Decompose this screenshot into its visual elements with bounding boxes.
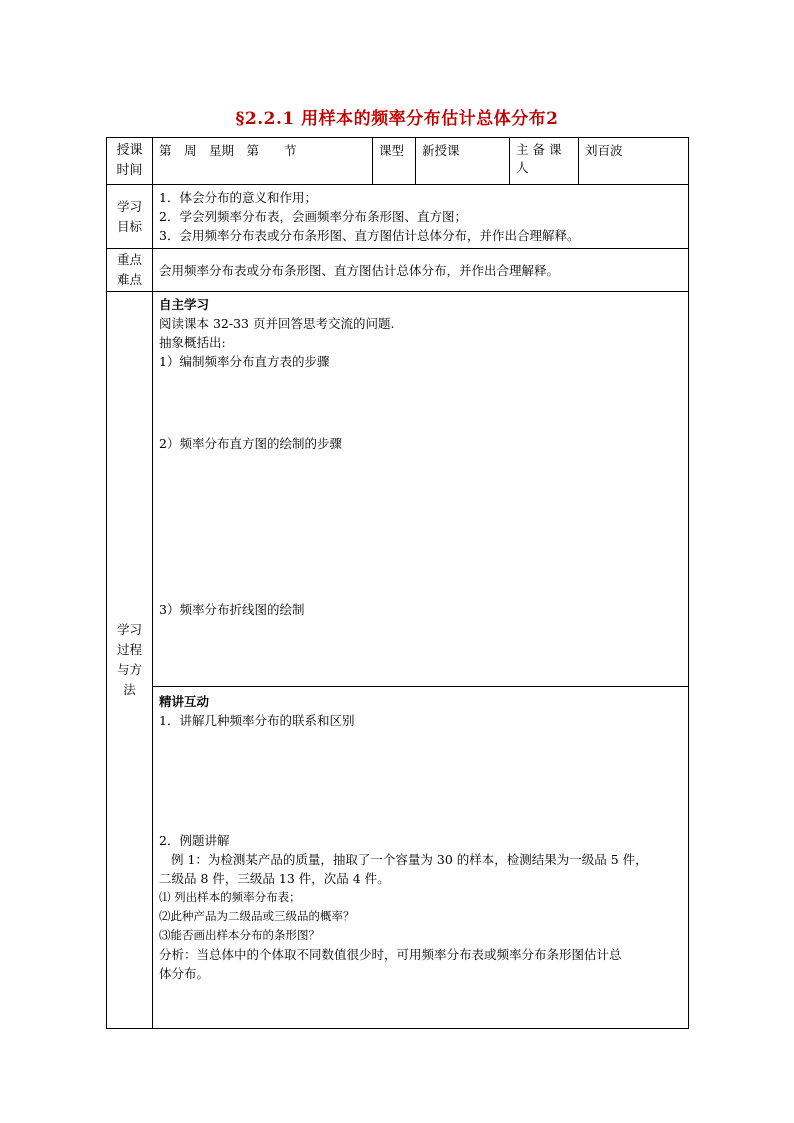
goal-item: 1．体会分布的意义和作用； — [159, 190, 317, 205]
goal-item: 3．会用频率分布表或分布条形图、直方图估计总体分布，并作出合理解释。 — [159, 228, 580, 243]
preparer-value: 刘百波 — [579, 138, 689, 185]
example-text: 二级品 8 件，三级品 13 件，次品 4 件。 — [159, 871, 390, 886]
interaction-row — [107, 687, 689, 1029]
label-goals: 学习目标 — [107, 185, 153, 249]
key-points-row — [107, 249, 689, 292]
step-3: 3）频率分布折线图的绘制 — [159, 602, 305, 617]
goals-row — [107, 185, 689, 249]
self-study-line: 抽象概括出: — [159, 335, 226, 350]
self-study-row — [107, 292, 689, 687]
self-study-content — [153, 292, 689, 687]
self-study-line: 阅读课本 32-33 页并回答思考交流的问题. — [159, 316, 395, 331]
header-row — [107, 138, 689, 185]
goals-content — [153, 185, 689, 249]
label-key-points: 重点难点 — [107, 249, 153, 292]
key-points-content: 会用频率分布表或分布条形图、直方图估计总体分布，并作出合理解释。 — [153, 249, 689, 292]
interaction-item-1: 1．讲解几种频率分布的联系和区别 — [159, 713, 355, 728]
self-study-heading: 自主学习 — [159, 297, 210, 312]
label-class-time: 授课时间 — [107, 138, 153, 185]
document-title: §2.2.1 用样本的频率分布估计总体分布2 — [235, 109, 559, 129]
analysis-text: 体分布。 — [159, 966, 210, 981]
question-1: ⑴ 列出样本的频率分布表； — [159, 890, 301, 904]
analysis-text: 分析：当总体中的个体取不同数值很少时，可用频率分布表或频率分布条形图估计总 — [159, 947, 622, 962]
question-3: ⑶能否画出样本分布的条形图？ — [159, 928, 320, 942]
example-text: 例 1：为检测某产品的质量，抽取了一个容量为 30 的样本，检测结果为一级品 5 件， — [171, 852, 648, 867]
interaction-heading: 精讲互动 — [159, 694, 210, 709]
class-type-value: 新授课 — [416, 138, 510, 185]
lesson-plan-table — [106, 137, 689, 1029]
goal-item: 2．学会列频率分布表，会画频率分布条形图、直方图； — [159, 209, 467, 224]
interaction-content — [153, 687, 689, 1029]
interaction-item-2: 2．例题讲解 — [159, 833, 230, 848]
step-2: 2）频率分布直方图的绘制的步骤 — [159, 436, 342, 451]
label-process: 学习过程与方法 — [107, 292, 153, 1029]
label-class-type: 课型 — [373, 138, 416, 185]
step-1: 1）编制频率分布直方表的步骤 — [159, 354, 330, 369]
label-preparer: 主 备 课 人 — [510, 138, 579, 185]
week-field: 第 周 星期 第 节 — [153, 138, 373, 185]
question-2: ⑵此种产品为二级品或三级品的概率？ — [159, 909, 355, 923]
